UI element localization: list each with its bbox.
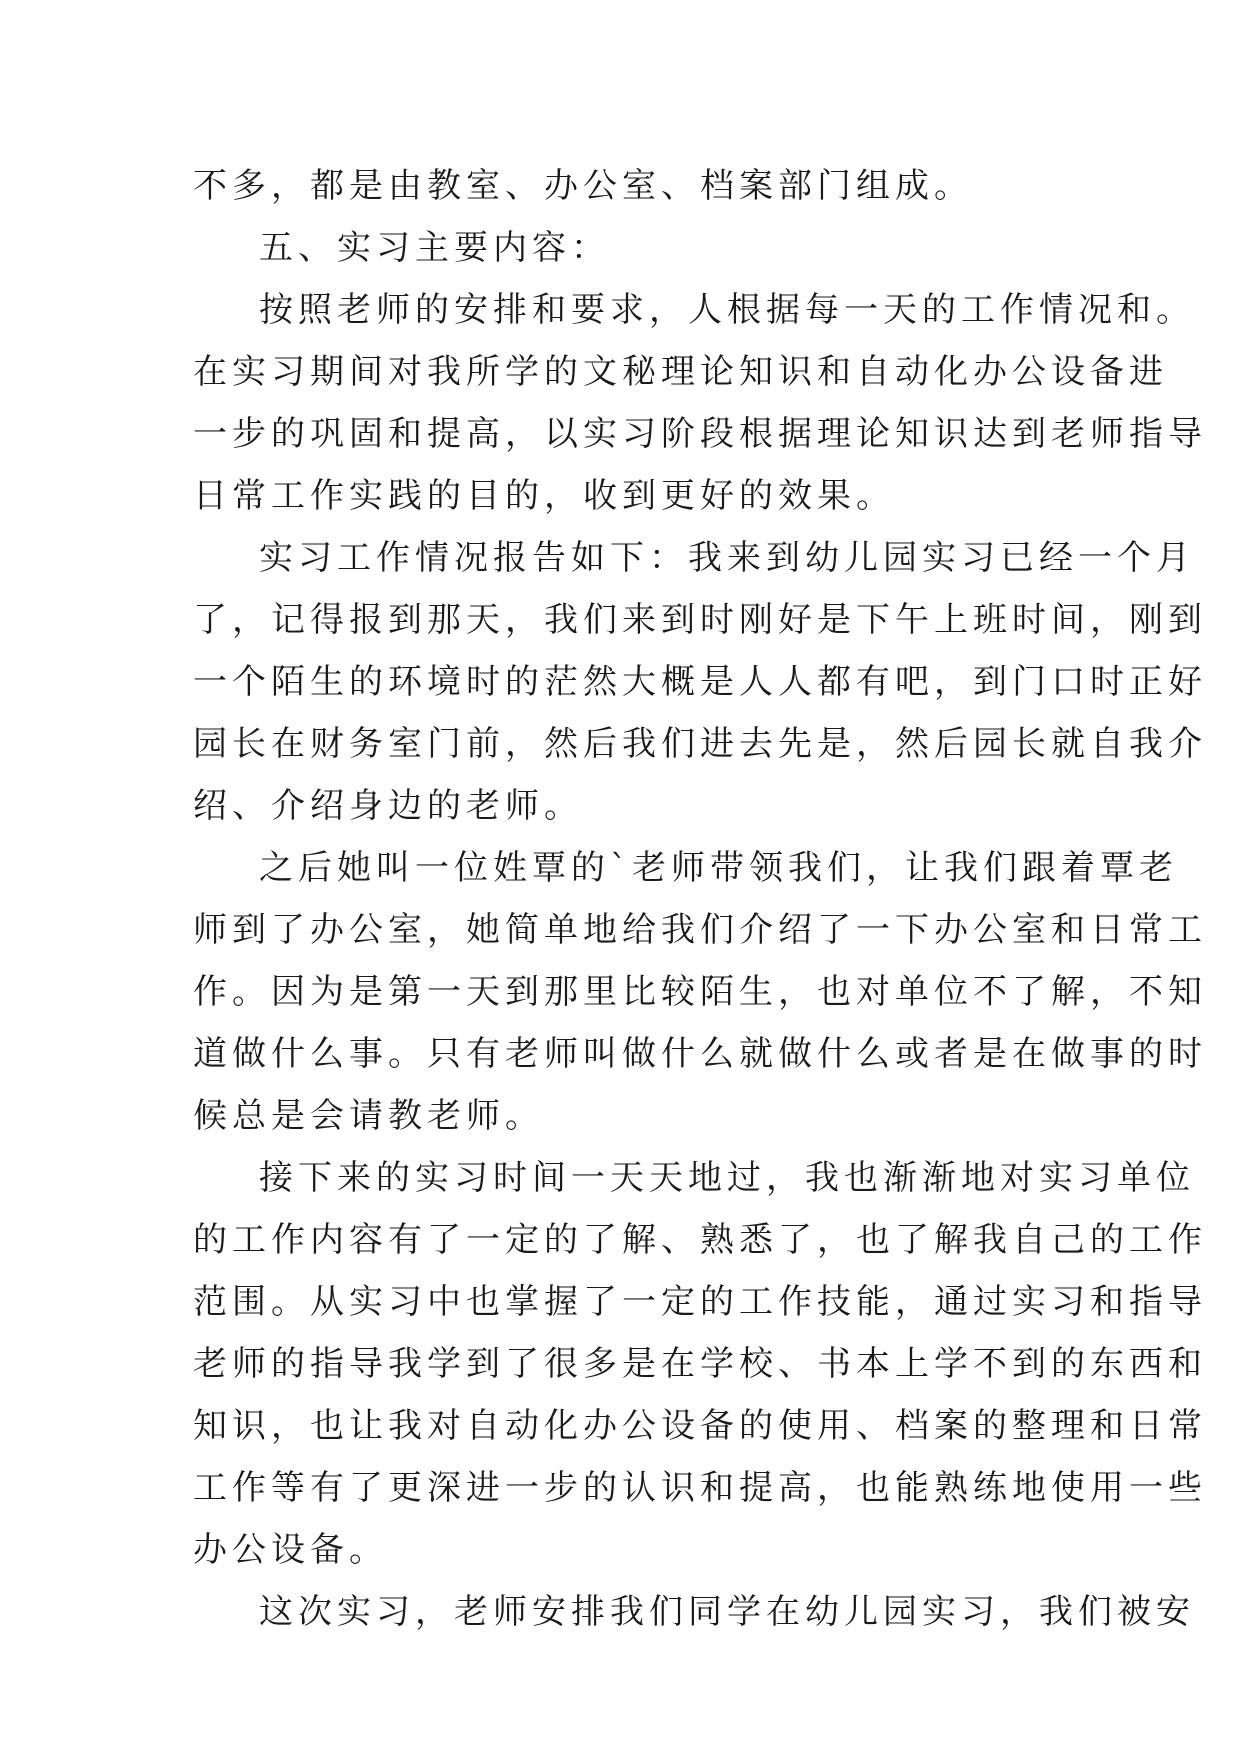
text-line: 按照老师的安排和要求，人根据每一天的工作情况和。 (259, 290, 1195, 330)
text-line: 道做什么事。只有老师叫做什么就做什么或者是在做事的时 (193, 1034, 1207, 1074)
document-body (193, 155, 1207, 1643)
text-line: 的工作内容有了一定的了解、熟悉了，也了解我自己的工作 (193, 1220, 1207, 1260)
text-line: 接下来的实习时间一天天地过，我也渐渐地对实习单位 (259, 1158, 1195, 1198)
text-line: 了，记得报到那天，我们来到时刚好是下午上班时间，刚到 (193, 600, 1207, 640)
text-line: 知识，也让我对自动化办公设备的使用、档案的整理和日常 (193, 1406, 1207, 1446)
text-line: 作。因为是第一天到那里比较陌生，也对单位不了解，不知 (193, 972, 1207, 1012)
text-line: 绍、介绍身边的老师。 (193, 786, 583, 826)
text-line: 范围。从实习中也掌握了一定的工作技能，通过实习和指导 (193, 1282, 1207, 1322)
text-line: 在实习期间对我所学的文秘理论知识和自动化办公设备进 (193, 352, 1168, 392)
text-line: 工作等有了更深进一步的认识和提高，也能熟练地使用一些 (193, 1468, 1207, 1508)
text-line: 师到了办公室，她简单地给我们介绍了一下办公室和日常工 (193, 910, 1207, 950)
text-line: 老师的指导我学到了很多是在学校、书本上学不到的东西和 (193, 1344, 1207, 1384)
text-line: 办公设备。 (193, 1530, 388, 1570)
section-heading: 五、实习主要内容： (259, 228, 610, 268)
text-line: 这次实习，老师安排我们同学在幼儿园实习，我们被安 (259, 1592, 1195, 1632)
text-line: 一个陌生的环境时的茫然大概是人人都有吧，到门口时正好 (193, 662, 1207, 702)
text-line: 候总是会请教老师。 (193, 1096, 544, 1136)
text-line: 园长在财务室门前，然后我们进去先是，然后园长就自我介 (193, 724, 1207, 764)
text-line: 实习工作情况报告如下：我来到幼儿园实习已经一个月 (259, 538, 1195, 578)
text-line: 之后她叫一位姓覃的`老师带领我们，让我们跟着覃老 (259, 848, 1178, 888)
text-line: 一步的巩固和提高，以实习阶段根据理论知识达到老师指导 (193, 414, 1207, 454)
text-line: 日常工作实践的目的，收到更好的效果。 (193, 476, 895, 516)
text-line: 不多，都是由教室、办公室、档案部门组成。 (193, 166, 973, 206)
